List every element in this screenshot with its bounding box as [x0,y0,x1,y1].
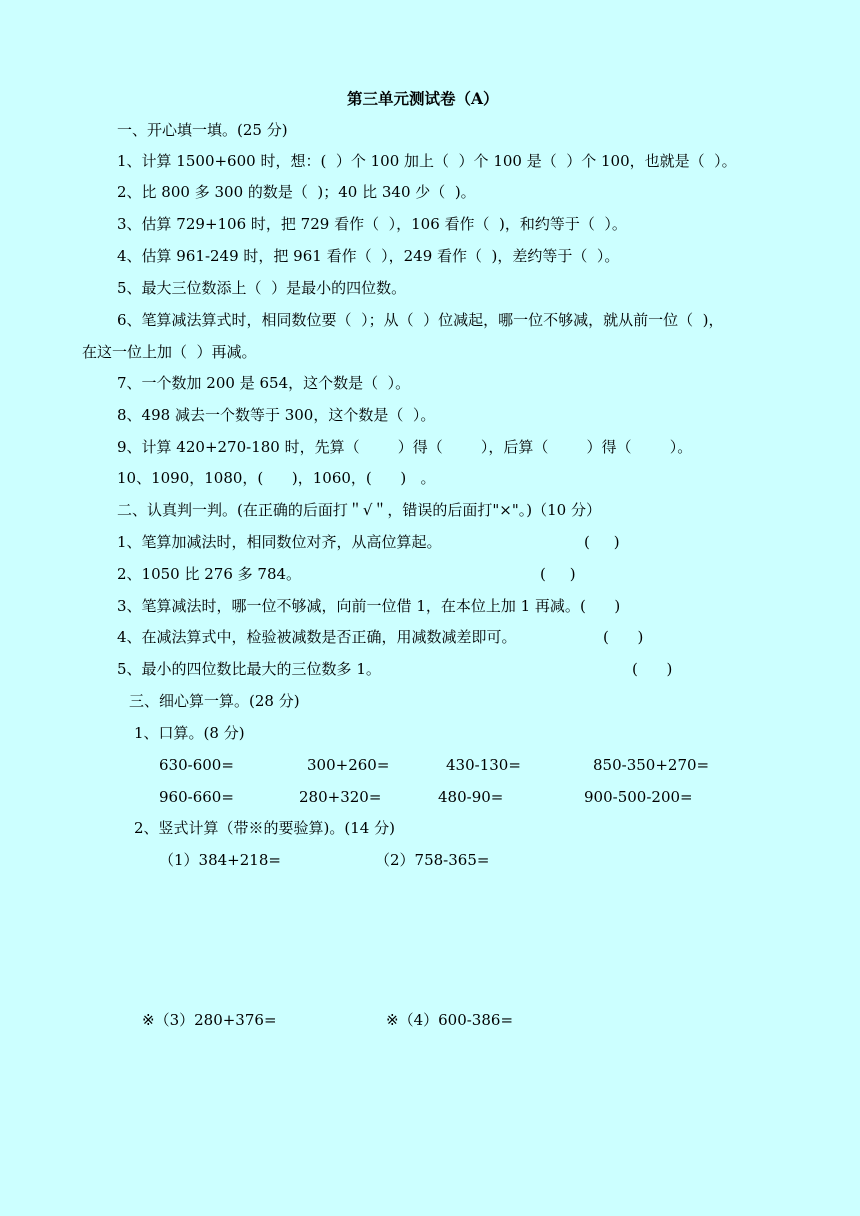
oral-calc-problem: 850-350+270= [593,756,710,774]
oral-calc-problem: 430-130= [446,756,521,774]
s2-item-1-answer: ( ) [584,533,620,551]
s2-item-2-answer: ( ) [540,565,576,583]
oral-calc-problem: 960-660= [159,788,234,806]
section3-heading: 三、细心算一算。(28 分) [129,692,300,710]
s2-item-5: 5、最小的四位数比最大的三位数多 1。 [117,660,381,678]
s2-item-4-answer: ( ) [603,628,644,646]
oral-calc-problem: 480-90= [438,788,504,806]
oral-calc-problem: 900-500-200= [584,788,693,806]
oral-calc-heading: 1、口算。(8 分) [134,724,245,742]
vertical-calc-problem-3: ※（3）280+376= [142,1011,277,1029]
s2-item-3: 3、笔算减法时，哪一位不够减，向前一位借 1，在本位上加 1 再减。( ) [117,597,621,615]
s1-item-8: 8、498 减去一个数等于 300，这个数是（ ）。 [117,406,436,424]
s1-item-5: 5、最大三位数添上（ ）是最小的四位数。 [117,279,407,297]
s2-item-4: 4、在减法算式中，检验被减数是否正确，用减数减差即可。 [117,628,517,646]
s2-item-5-answer: ( ) [632,660,673,678]
s2-item-1: 1、笔算加减法时，相同数位对齐，从高位算起。 [117,533,442,551]
s1-item-2: 2、比 800 多 300 的数是（ )；40 比 340 少（ )。 [117,183,476,201]
s1-item-7: 7、一个数加 200 是 654，这个数是（ ）。 [117,374,411,392]
s1-item-6-cont: 在这一位上加（ ）再减。 [82,343,257,361]
vertical-calc-problem-2: （2）758-365= [375,851,490,869]
vertical-calc-problem-4: ※（4）600-386= [386,1011,514,1029]
section1-heading: 一、开心填一填。(25 分) [117,121,288,139]
vertical-calc-heading: 2、竖式计算（带※的要验算)。(14 分) [134,819,395,837]
s1-item-9: 9、计算 420+270-180 时，先算（ ）得（ ），后算（ ）得（ ）。 [117,438,693,456]
vertical-calc-problem-1: （1）384+218= [159,851,281,869]
s1-item-10: 10、1090，1080，( )，1060，( ) 。 [117,469,436,487]
page-title: 第三单元测试卷（A） [347,89,499,108]
s1-item-4: 4、估算 961-249 时，把 961 看作（ ），249 看作（ )，差约等于（ ）。 [117,247,620,265]
section2-heading: 二、认真判一判。(在正确的后面打＂√＂，错误的后面打"×"。)（10 分） [117,501,601,519]
oral-calc-problem: 280+320= [299,788,382,806]
s2-item-2: 2、1050 比 276 多 784。 [117,565,302,583]
s1-item-3: 3、估算 729+106 时，把 729 看作（ ），106 看作（ )，和约等于（ ）。 [117,215,627,233]
oral-calc-problem: 630-600= [159,756,234,774]
s1-item-1: 1、计算 1500+600 时，想：( ）个 100 加上（ ）个 100 是（ ）个 100，也就是（ ）。 [117,152,737,170]
oral-calc-problem: 300+260= [307,756,390,774]
s1-item-6: 6、笔算减法算式时，相同数位要（ ）；从（ ）位减起，哪一位不够减，就从前一位（ )， [117,311,724,329]
